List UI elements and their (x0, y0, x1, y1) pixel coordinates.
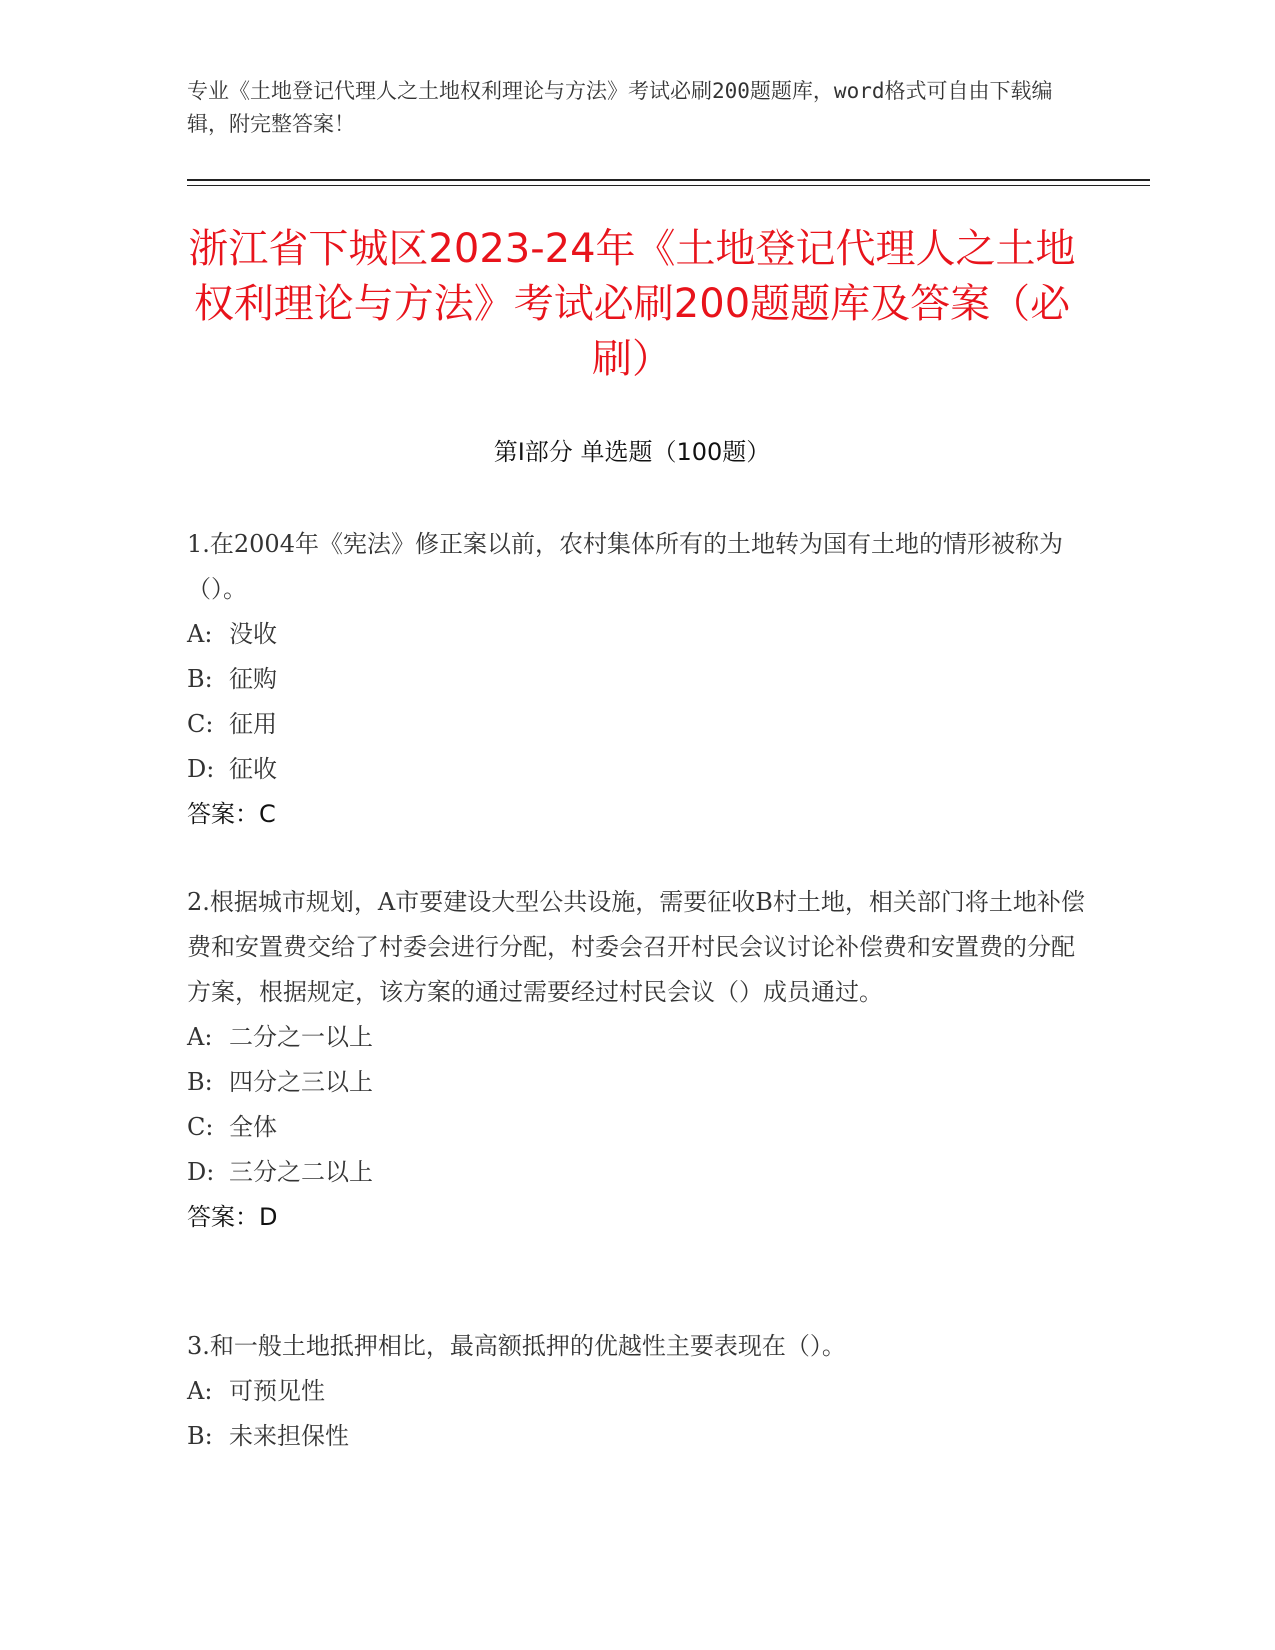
option-text: 可预见性 (229, 1377, 325, 1405)
question-stem: 2.根据城市规划，A市要建设大型公共设施，需要征收B村土地，相关部门将土地补偿费和安置费交给了村委会进行分配，村委会召开村民会议讨论补偿费和安置费的分配方案，根据规定，该方案的通过需要经过村民会议（）成员通过。 (187, 888, 1085, 1006)
option-text: 全体 (229, 1113, 277, 1141)
option-text: 征收 (229, 755, 277, 783)
question-stem: 1.在2004年《宪法》修正案以前，农村集体所有的土地转为国有土地的情形被称为（）。 (187, 530, 1063, 603)
option-b (187, 1414, 1087, 1459)
option-key: D: (187, 755, 215, 783)
option-text: 征用 (229, 710, 277, 738)
document-title: 浙江省下城区2023-24年《土地登记代理人之土地权利理论与方法》考试必刷200题题库及答案（必刷） (188, 226, 1076, 382)
option-key: B: (187, 1422, 213, 1450)
option-b (187, 1060, 1087, 1105)
option-a (187, 1015, 1087, 1060)
option-d (187, 1150, 1087, 1195)
option-key: C: (187, 1113, 214, 1141)
option-text: 没收 (229, 620, 277, 648)
option-a (187, 1369, 1087, 1414)
header-divider-thick (187, 179, 1150, 181)
section-title: 第I部分 单选题（100题） (493, 438, 771, 466)
answer-line: 答案：D (187, 1203, 278, 1231)
option-b (187, 657, 1087, 702)
option-key: C: (187, 710, 214, 738)
option-text: 四分之三以上 (229, 1068, 373, 1096)
option-key: A: (187, 620, 213, 648)
question-1 (187, 522, 1087, 837)
option-c (187, 702, 1087, 747)
option-a (187, 612, 1087, 657)
option-key: A: (187, 1377, 213, 1405)
option-key: B: (187, 1068, 213, 1096)
question-2 (187, 880, 1087, 1240)
option-text: 未来担保性 (229, 1422, 349, 1450)
question-stem: 3.和一般土地抵押相比，最高额抵押的优越性主要表现在（）。 (187, 1332, 846, 1360)
option-key: D: (187, 1158, 215, 1186)
option-key: B: (187, 665, 213, 693)
option-text: 三分之二以上 (229, 1158, 373, 1186)
question-3 (187, 1324, 1087, 1459)
option-text: 征购 (229, 665, 277, 693)
header-note: 专业《土地登记代理人之土地权利理论与方法》考试必刷200题题库，word格式可自由下载编辑，附完整答案！ (187, 79, 1053, 136)
header-divider-thin (187, 185, 1150, 186)
option-c (187, 1105, 1087, 1150)
option-d (187, 747, 1087, 792)
option-key: A: (187, 1023, 213, 1051)
option-text: 二分之一以上 (229, 1023, 373, 1051)
answer-line: 答案：C (187, 800, 276, 828)
